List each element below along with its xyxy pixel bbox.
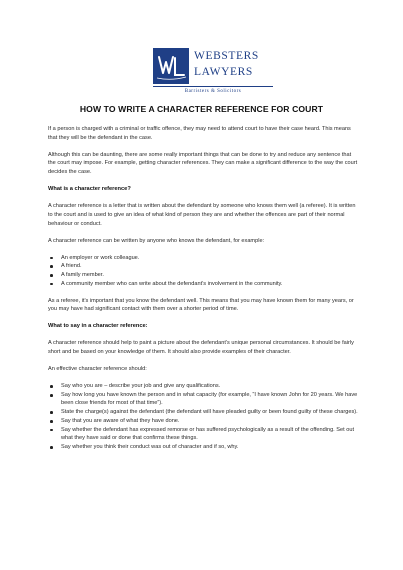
list-item-text: Say who you are – describe your job and give any qualifications. xyxy=(61,383,221,390)
firm-name-line2: LAWYERS xyxy=(194,66,253,78)
list-item-text: Say how long you have known the person and in what capacity (for example, “I have known John for 20 years. We have been close friends for most of that time”). xyxy=(61,391,358,407)
firm-logo xyxy=(153,48,273,96)
section1-paragraph-3: As a referee, it’s important that you know the defendant well. This means that you may have known them for many years, or you may have had significant contact with them over a shorter period of time. xyxy=(48,297,354,313)
bullet-icon xyxy=(50,429,53,432)
document-title: HOW TO WRITE A CHARACTER REFERENCE FOR COURT xyxy=(79,104,324,114)
list-item xyxy=(48,417,358,426)
bullet-icon xyxy=(50,411,53,414)
section-heading-what-is: What is a character reference? xyxy=(48,186,131,193)
list-item xyxy=(48,408,358,417)
section2-paragraph-1: A character reference should help to paint a picture about the defendant’s unique personal circumstances. It should be fairly short and be based on your knowledge of them. It should also provide examples of their character. xyxy=(48,340,354,356)
list-item-text: An employer or work colleague. xyxy=(61,254,140,261)
bullet-icon xyxy=(50,385,53,388)
list-item xyxy=(48,426,358,443)
firm-tagline: Barristers & Solicitors xyxy=(184,89,242,94)
list-item xyxy=(48,271,358,280)
intro-paragraph-1: If a person is charged with a criminal or traffic offence, they may need to attend court to have their case heard. This means that they will be the defendant in the case. xyxy=(48,126,351,141)
referee-list xyxy=(48,254,358,289)
list-item xyxy=(48,262,358,271)
bullet-icon xyxy=(50,446,53,449)
bullet-icon xyxy=(50,420,53,423)
logo-divider xyxy=(153,86,273,87)
section1-paragraph-1: A character reference is a letter that is written about the defendant by someone who knows them well (a referee). It is written to the court and is used to give an idea of what kind of person they are and whether the offences are part of their normal behaviour or conduct. xyxy=(48,203,356,227)
monogram-icon xyxy=(153,48,189,84)
reference-guidelines-list xyxy=(48,382,358,452)
bullet-icon xyxy=(50,274,53,277)
intro-paragraph-2: Although this can be daunting, there are some really important things that can be done to try and reduce any sentence that the court may impose. For example, getting character references. They can make a significant difference to the way the court decides the case. xyxy=(48,151,358,176)
list-item-text: A family member. xyxy=(61,271,104,278)
section-heading-what-to-say: What to say in a character reference: xyxy=(48,323,148,330)
list-item xyxy=(48,280,358,289)
section2-paragraph-2: An effective character reference should: xyxy=(48,366,147,373)
bullet-icon xyxy=(50,394,53,397)
document-body xyxy=(48,125,358,460)
list-item xyxy=(48,391,358,408)
bullet-icon xyxy=(50,265,53,268)
list-item-text: Say that you are aware of what they have done. xyxy=(61,417,180,424)
list-item-text: A community member who can write about the defendant’s involvement in the community. xyxy=(61,280,283,287)
list-item xyxy=(48,382,358,391)
list-item-text: Say whether the defendant has expressed remorse or has suffered psychologically as a result of the offending. Set out what they have said or done that confirms these things. xyxy=(61,426,355,442)
firm-name-line1: WEBSTERS xyxy=(194,50,259,62)
list-item-text: Say whether you think their conduct was out of character and if so, why. xyxy=(61,443,239,450)
list-item-text: State the charge(s) against the defendant (the defendant will have pleaded guilty or been found guilty of these charges). xyxy=(61,409,358,416)
list-item-text: A friend. xyxy=(61,263,82,270)
section1-paragraph-2: A character reference can be written by anyone who knows the defendant, for example: xyxy=(48,237,265,244)
list-item xyxy=(48,443,358,452)
bullet-icon xyxy=(50,283,53,286)
bullet-icon xyxy=(50,257,53,260)
list-item xyxy=(48,254,358,263)
